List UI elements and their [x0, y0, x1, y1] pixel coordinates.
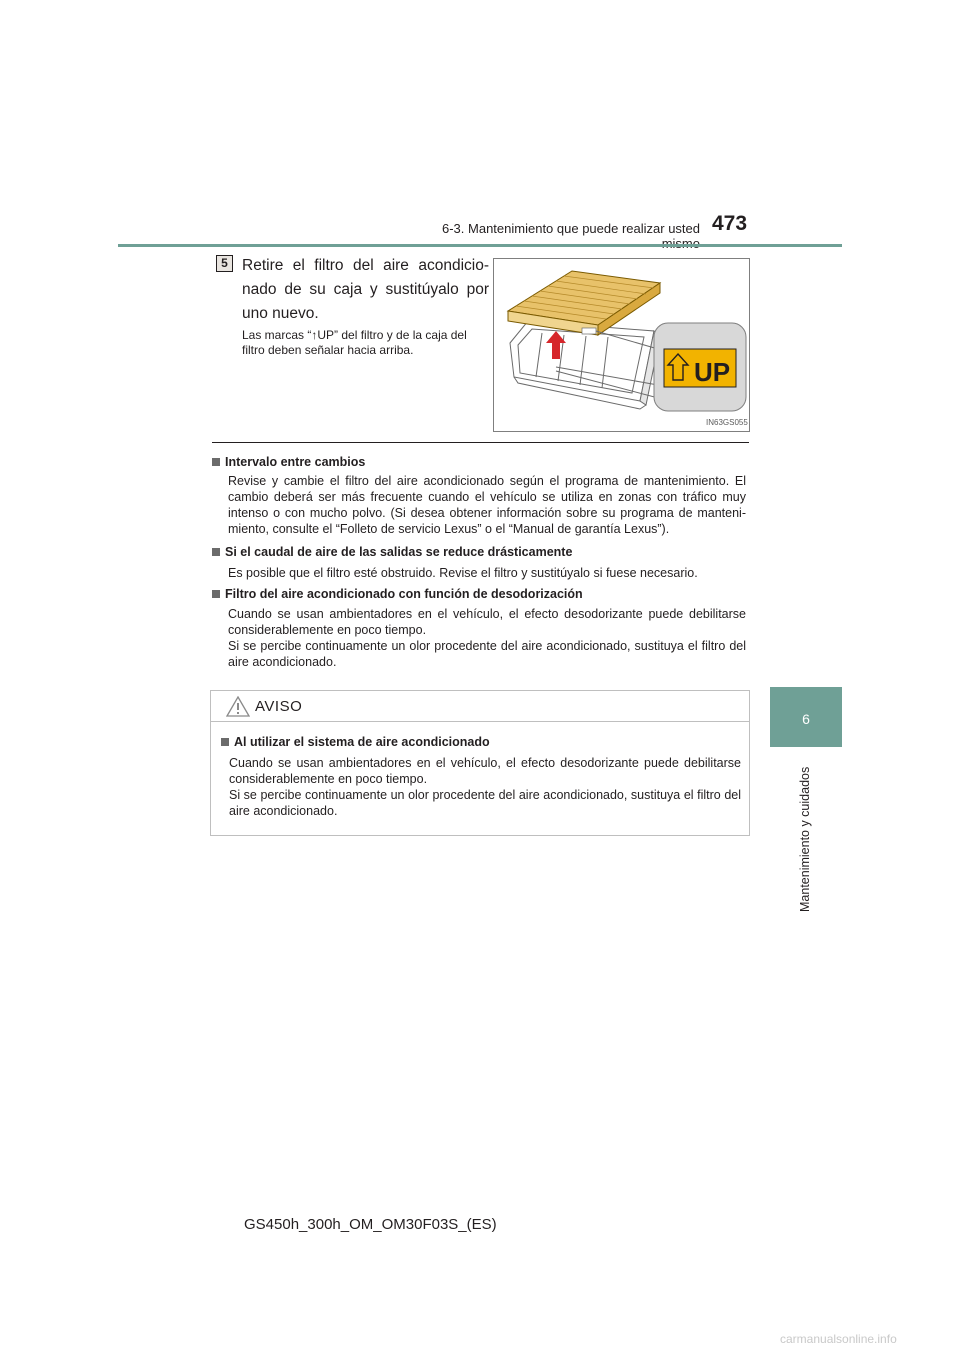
step-number-badge: 5	[216, 255, 233, 272]
note-body-paragraph: Si se percibe continuamente un olor procedente del aire acondicionado, sustituya el filtro del aire acondicionado.	[228, 639, 746, 669]
chapter-label-text: Mantenimiento y cuidados	[798, 766, 812, 912]
filter-replacement-drawing	[494, 259, 749, 431]
filter-illustration	[493, 258, 750, 432]
step-instruction: Retire el filtro del aire acondicio-nado de su caja y sustitúyalo por uno nuevo.	[242, 257, 489, 322]
bullet-square-icon	[212, 458, 220, 466]
warning-title: AVISO	[255, 698, 303, 715]
chapter-label	[798, 756, 814, 912]
warning-subtitle	[221, 735, 490, 749]
note-body-interval: Revise y cambie el filtro del aire acondicionado según el programa de mantenimiento. El cambio deberá ser más frecuente cuando el vehículo se utiliza en zonas con tráfico muy intenso o con mucho polvo. (Si desea obtener información sobre su programa de manteni-miento, consulte el “Folleto de servicio Lexus” o el “Manual de garantía Lexus”).	[228, 474, 746, 536]
step-note: Las marcas “↑UP” del filtro y de la caja del filtro deben señalar hacia arriba.	[242, 328, 467, 357]
section-divider	[212, 442, 749, 443]
warning-paragraph: Cuando se usan ambientadores en el vehículo, el efecto desodorizante puede debilitarse considerablemente en poco tiempo.	[229, 756, 741, 786]
bullet-square-icon	[212, 548, 220, 556]
bullet-square-icon	[221, 738, 229, 746]
section-title: 6-3. Mantenimiento que puede realizar usted	[442, 221, 700, 236]
note-title-text: Intervalo entre cambios	[225, 455, 366, 469]
warning-header	[211, 691, 749, 722]
note-title-deodorizing	[212, 587, 583, 601]
page-number: 473	[712, 212, 748, 235]
header-rule	[118, 244, 842, 247]
note-body-airflow: Es posible que el filtro esté obstruido. Revise el filtro y sustitúyalo si fuese necesario.	[228, 566, 698, 580]
watermark: carmanualsonline.info	[780, 1332, 897, 1346]
note-title-interval	[212, 455, 365, 469]
document-id: GS450h_300h_OM_OM30F03S_(ES)	[244, 1216, 497, 1233]
note-body-deodorizing	[228, 606, 746, 670]
note-body-paragraph: Cuando se usan ambientadores en el vehículo, el efecto desodorizante puede debilitarse considerablemente en poco tiempo.	[228, 607, 746, 637]
warning-box	[210, 690, 750, 836]
warning-subtitle-text: Al utilizar el sistema de aire acondicionado	[234, 735, 490, 749]
chapter-number: 6	[802, 711, 810, 727]
note-title-text: Si el caudal de aire de las salidas se reduce drásticamente	[225, 545, 573, 559]
figure-code: IN63GS055	[706, 418, 748, 427]
bullet-square-icon	[212, 590, 220, 598]
note-title-airflow	[212, 545, 572, 559]
warning-paragraph: Si se percibe continuamente un olor procedente del aire acondicionado, sustituya el filtro del aire acondicionado.	[229, 788, 741, 818]
up-label: UP	[694, 357, 731, 387]
note-title-text: Filtro del aire acondicionado con función de desodorización	[225, 587, 583, 601]
warning-body	[229, 755, 741, 819]
up-label-callout	[654, 323, 746, 411]
warning-triangle-icon	[226, 696, 250, 717]
